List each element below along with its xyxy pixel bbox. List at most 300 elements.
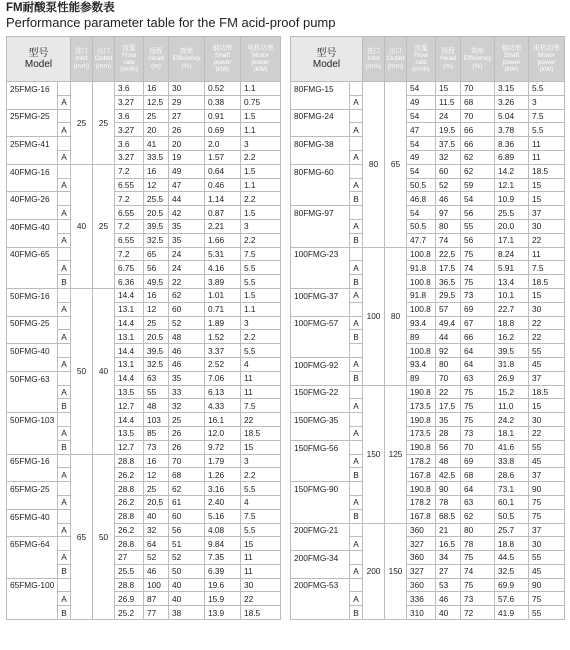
table-row [7,592,281,606]
model-cell [7,95,58,109]
head-cell: 25 [144,316,169,330]
model-cell: 100FMG-23 [291,247,350,261]
head-cell: 77 [144,606,169,620]
motor-power-cell: 22 [241,592,281,606]
table-header-row [291,37,565,82]
flow-rate-cell: 310 [407,606,436,620]
shaft-power-cell: 5.91 [495,261,529,275]
head-cell: 12 [144,302,169,316]
table-row [7,82,281,96]
variant-cell: A [350,219,363,233]
variant-cell: A [350,399,363,413]
model-cell [291,564,350,578]
head-cell: 65 [144,247,169,261]
motor-power-cell: 30 [529,219,565,233]
flow-rate-cell: 28.8 [115,537,144,551]
table-row [7,288,281,302]
efficiency-cell: 19 [169,150,205,164]
flow-rate-cell: 46.8 [407,192,436,206]
model-cell [291,468,350,482]
model-cell: 100FMG-57 [291,316,350,330]
head-cell: 16 [144,82,169,96]
model-cell [7,150,58,164]
table-row [291,523,565,537]
table-row [291,399,565,413]
flow-rate-cell: 6.55 [115,233,144,247]
variant-cell: B [350,509,363,523]
head-cell: 60 [436,164,461,178]
motor-power-cell: 5.5 [529,123,565,137]
model-cell [291,454,350,468]
variant-cell: A [350,261,363,275]
model-cell: 40FMG-40 [7,219,58,233]
table-row [7,606,281,620]
shaft-power-cell: 33.8 [495,454,529,468]
table-row [7,564,281,578]
model-cell [291,150,350,164]
efficiency-cell: 56 [461,233,495,247]
header-model: 型号 Model [291,37,363,82]
flow-rate-cell: 13.5 [115,385,144,399]
shaft-power-cell: 9.84 [205,537,241,551]
table-row [291,495,565,509]
flow-rate-cell: 47.7 [407,233,436,247]
efficiency-cell: 68 [169,468,205,482]
header-efficiency: 效率 Efficiency (%) [461,37,495,82]
header-motor-power: 电机功率 Motor power (kW) [241,37,281,82]
variant-cell: B [58,564,71,578]
variant-cell [350,302,363,316]
table-row [291,95,565,109]
efficiency-cell: 75 [461,413,495,427]
variant-cell: B [350,192,363,206]
efficiency-cell: 67 [461,316,495,330]
table-row [7,178,281,192]
flow-rate-cell: 49 [407,150,436,164]
motor-power-cell: 37 [529,371,565,385]
page-title-chinese: FM耐酸泵性能参数表 [6,2,115,14]
table-row [7,275,281,289]
efficiency-cell: 72 [461,606,495,620]
motor-power-cell: 22 [529,330,565,344]
head-cell: 70 [436,371,461,385]
variant-cell: A [350,426,363,440]
model-cell [7,357,58,371]
shaft-power-cell: 0.91 [205,109,241,123]
efficiency-cell: 62 [169,288,205,302]
head-cell: 63 [144,371,169,385]
efficiency-cell: 60 [169,302,205,316]
efficiency-cell: 64 [461,344,495,358]
flow-rate-cell: 178.2 [407,454,436,468]
table-row [291,509,565,523]
table-row [291,357,565,371]
efficiency-cell: 75 [461,578,495,592]
shaft-power-cell: 41.9 [495,606,529,620]
variant-cell: A [58,495,71,509]
model-cell: 40FMG-16 [7,164,58,178]
outlet-cell: 50 [93,454,115,620]
head-cell: 55 [144,385,169,399]
head-cell: 32.5 [144,233,169,247]
model-cell [291,192,350,206]
table-row [291,288,565,302]
head-cell: 53 [436,578,461,592]
model-cell: 150FMG-90 [291,482,350,496]
flow-rate-cell: 14.4 [115,413,144,427]
variant-cell [58,247,71,261]
efficiency-cell: 70 [461,82,495,96]
head-cell: 85 [144,426,169,440]
efficiency-cell: 32 [169,399,205,413]
table-row [291,275,565,289]
efficiency-cell: 56 [169,523,205,537]
model-cell: 50FMG-16 [7,288,58,302]
motor-power-cell: 18.5 [241,606,281,620]
variant-cell: A [58,233,71,247]
shaft-power-cell: 0.69 [205,123,241,137]
head-cell: 25 [144,109,169,123]
variant-cell [58,454,71,468]
efficiency-cell: 62 [461,150,495,164]
variant-cell [350,164,363,178]
variant-cell [58,413,71,427]
motor-power-cell: 11 [241,385,281,399]
motor-power-cell: 1.5 [241,109,281,123]
variant-cell [58,219,71,233]
shaft-power-cell: 0.46 [205,178,241,192]
motor-power-cell: 11 [529,150,565,164]
table-row [7,399,281,413]
efficiency-cell: 55 [461,219,495,233]
table-row [7,551,281,565]
head-cell: 16 [144,288,169,302]
table-row [7,150,281,164]
performance-table-right [290,36,565,620]
flow-rate-cell: 6.55 [115,178,144,192]
model-cell: 50FMG-103 [7,413,58,427]
table-row [291,454,565,468]
flow-rate-cell: 14.4 [115,344,144,358]
head-cell: 56 [436,440,461,454]
variant-cell: B [350,233,363,247]
variant-cell [58,482,71,496]
shaft-power-cell: 44.5 [495,551,529,565]
table-row [7,233,281,247]
efficiency-cell: 26 [169,123,205,137]
model-cell [291,261,350,275]
variant-cell [350,385,363,399]
head-cell: 97 [436,206,461,220]
flow-rate-cell: 54 [407,109,436,123]
efficiency-cell: 48 [169,330,205,344]
efficiency-cell: 63 [461,371,495,385]
motor-power-cell: 37 [529,523,565,537]
motor-power-cell: 1.1 [241,123,281,137]
head-cell: 68.5 [436,509,461,523]
flow-rate-cell: 50.5 [407,178,436,192]
head-cell: 90 [436,482,461,496]
efficiency-cell: 40 [169,592,205,606]
model-cell: 65FMG-40 [7,509,58,523]
shaft-power-cell: 18.8 [495,316,529,330]
head-cell: 78 [436,495,461,509]
motor-power-cell: 2.2 [241,330,281,344]
motor-power-cell: 5.5 [241,344,281,358]
variant-cell: A [58,123,71,137]
shaft-power-cell: 18.1 [495,426,529,440]
flow-rate-cell: 26.2 [115,468,144,482]
efficiency-cell: 73 [461,592,495,606]
shaft-power-cell: 1.01 [205,288,241,302]
variant-cell: B [350,606,363,620]
shaft-power-cell: 73.1 [495,482,529,496]
model-cell [291,344,350,358]
variant-cell: A [58,330,71,344]
model-cell: 80FMG-60 [291,164,350,178]
flow-rate-cell: 3.27 [115,150,144,164]
model-cell [291,275,350,289]
variant-cell: A [58,592,71,606]
table-row [7,440,281,454]
table-row [7,454,281,468]
flow-rate-cell: 91.8 [407,288,436,302]
model-cell [291,399,350,413]
flow-rate-cell: 28.8 [115,578,144,592]
flow-rate-cell: 327 [407,564,436,578]
table-row [291,137,565,151]
flow-rate-cell: 3.27 [115,95,144,109]
table-row [291,316,565,330]
head-cell: 74 [436,233,461,247]
table-row [7,123,281,137]
inlet-cell: 65 [71,454,93,620]
variant-cell [58,82,71,96]
motor-power-cell: 45 [529,357,565,371]
shaft-power-cell: 1.79 [205,454,241,468]
shaft-power-cell: 20.0 [495,219,529,233]
variant-cell [350,206,363,220]
table-row [7,219,281,233]
head-cell: 92 [436,344,461,358]
efficiency-cell: 54 [461,192,495,206]
table-row [7,426,281,440]
variant-cell: A [58,523,71,537]
motor-power-cell: 2.2 [241,468,281,482]
efficiency-cell: 35 [169,233,205,247]
efficiency-cell: 69 [461,454,495,468]
table-row [7,344,281,358]
flow-rate-cell: 28.8 [115,454,144,468]
head-cell: 32 [144,523,169,537]
shaft-power-cell: 2.40 [205,495,241,509]
motor-power-cell: 7.5 [529,109,565,123]
table-row [291,344,565,358]
motor-power-cell: 11 [529,247,565,261]
model-cell [291,123,350,137]
flow-rate-cell: 336 [407,592,436,606]
efficiency-cell: 22 [169,275,205,289]
model-cell: 100FMG-37 [291,288,350,302]
head-cell: 22 [436,385,461,399]
efficiency-cell: 74 [461,261,495,275]
shaft-power-cell: 22.7 [495,302,529,316]
motor-power-cell: 3 [241,219,281,233]
shaft-power-cell: 1.89 [205,316,241,330]
shaft-power-cell: 8.24 [495,247,529,261]
flow-rate-cell: 190.8 [407,385,436,399]
efficiency-cell: 56 [461,206,495,220]
shaft-power-cell: 4.33 [205,399,241,413]
motor-power-cell: 18.5 [529,164,565,178]
shaft-power-cell: 2.21 [205,219,241,233]
shaft-power-cell: 57.6 [495,592,529,606]
motor-power-cell: 2.2 [241,192,281,206]
motor-power-cell: 1.1 [241,178,281,192]
table-row [291,482,565,496]
efficiency-cell: 52 [169,316,205,330]
model-cell [7,468,58,482]
motor-power-cell: 55 [529,551,565,565]
motor-power-cell: 18.5 [241,426,281,440]
page-title-english: Performance parameter table for the FM acid-proof pump [6,15,336,30]
efficiency-cell: 74 [461,564,495,578]
motor-power-cell: 5.5 [241,482,281,496]
model-cell: 65FMG-16 [7,454,58,468]
flow-rate-cell: 93.4 [407,316,436,330]
flow-rate-cell: 49 [407,95,436,109]
motor-power-cell: 90 [529,578,565,592]
motor-power-cell: 3 [241,454,281,468]
model-cell [7,385,58,399]
table-row [7,482,281,496]
flow-rate-cell: 13.1 [115,357,144,371]
performance-table-left [6,36,281,620]
table-row [291,247,565,261]
motor-power-cell: 5.5 [241,523,281,537]
model-cell: 65FMG-25 [7,482,58,496]
table-row [7,371,281,385]
head-cell: 37.5 [436,137,461,151]
efficiency-cell: 20 [169,137,205,151]
shaft-power-cell: 3.15 [495,82,529,96]
variant-cell: B [350,371,363,385]
efficiency-cell: 69 [461,302,495,316]
shaft-power-cell: 1.52 [205,330,241,344]
flow-rate-cell: 14.4 [115,371,144,385]
motor-power-cell: 4 [241,357,281,371]
shaft-power-cell: 5.04 [495,109,529,123]
efficiency-cell: 24 [169,247,205,261]
flow-rate-cell: 327 [407,537,436,551]
efficiency-cell: 61 [169,495,205,509]
table-row [291,261,565,275]
flow-rate-cell: 50.5 [407,219,436,233]
flow-rate-cell: 26.2 [115,495,144,509]
head-cell: 20.5 [144,330,169,344]
shaft-power-cell: 16.2 [495,330,529,344]
shaft-power-cell: 69.9 [495,578,529,592]
head-cell: 34 [436,551,461,565]
variant-cell [58,371,71,385]
shaft-power-cell: 14.2 [495,164,529,178]
model-cell: 150FMG-56 [291,440,350,454]
table-row [7,537,281,551]
table-row [7,192,281,206]
motor-power-cell: 11 [241,564,281,578]
flow-rate-cell: 190.8 [407,482,436,496]
efficiency-cell: 64 [461,482,495,496]
efficiency-cell: 75 [461,385,495,399]
model-cell [7,495,58,509]
header-flow-rate: 流量 Flow rate (m³/h) [115,37,144,82]
flow-rate-cell: 7.2 [115,192,144,206]
variant-cell: A [350,178,363,192]
flow-rate-cell: 93.4 [407,357,436,371]
header-outlet: 出口 Outlet (mm) [385,37,407,82]
variant-cell: A [350,316,363,330]
variant-cell: B [350,330,363,344]
flow-rate-cell: 91.8 [407,261,436,275]
table-row [291,371,565,385]
head-cell: 20.5 [144,495,169,509]
efficiency-cell: 24 [169,261,205,275]
variant-cell: A [350,564,363,578]
shaft-power-cell: 1.26 [205,468,241,482]
model-cell [291,592,350,606]
head-cell: 20.5 [144,206,169,220]
head-cell: 46 [144,564,169,578]
model-cell [7,275,58,289]
flow-rate-cell: 26.9 [115,592,144,606]
model-cell: 80FMG-15 [291,82,350,96]
model-cell: 200FMG-34 [291,551,350,565]
table-row [291,537,565,551]
efficiency-cell: 42 [169,206,205,220]
table-row [291,178,565,192]
flow-rate-cell: 13.1 [115,330,144,344]
flow-rate-cell: 3.6 [115,137,144,151]
motor-power-cell: 11 [529,137,565,151]
flow-rate-cell: 89 [407,330,436,344]
shaft-power-cell: 1.66 [205,233,241,247]
motor-power-cell: 75 [529,509,565,523]
efficiency-cell: 75 [461,551,495,565]
shaft-power-cell: 19.6 [205,578,241,592]
shaft-power-cell: 13.9 [205,606,241,620]
shaft-power-cell: 12.0 [205,426,241,440]
model-cell: 25FMG-25 [7,109,58,123]
motor-power-cell: 7.5 [241,247,281,261]
variant-cell: A [58,150,71,164]
head-cell: 32.5 [144,357,169,371]
shaft-power-cell: 3.78 [495,123,529,137]
head-cell: 16.5 [436,537,461,551]
motor-power-cell: 30 [241,578,281,592]
model-cell [291,371,350,385]
head-cell: 48 [144,399,169,413]
table-row [291,426,565,440]
model-cell [7,523,58,537]
motor-power-cell: 15 [529,399,565,413]
flow-rate-cell: 7.2 [115,219,144,233]
header-head: 扬程 Head (m) [436,37,461,82]
variant-cell [58,578,71,592]
header-inlet: 进口 Inlet (mm) [71,37,93,82]
shaft-power-cell: 1.14 [205,192,241,206]
table-row [7,578,281,592]
head-cell: 27 [436,564,461,578]
